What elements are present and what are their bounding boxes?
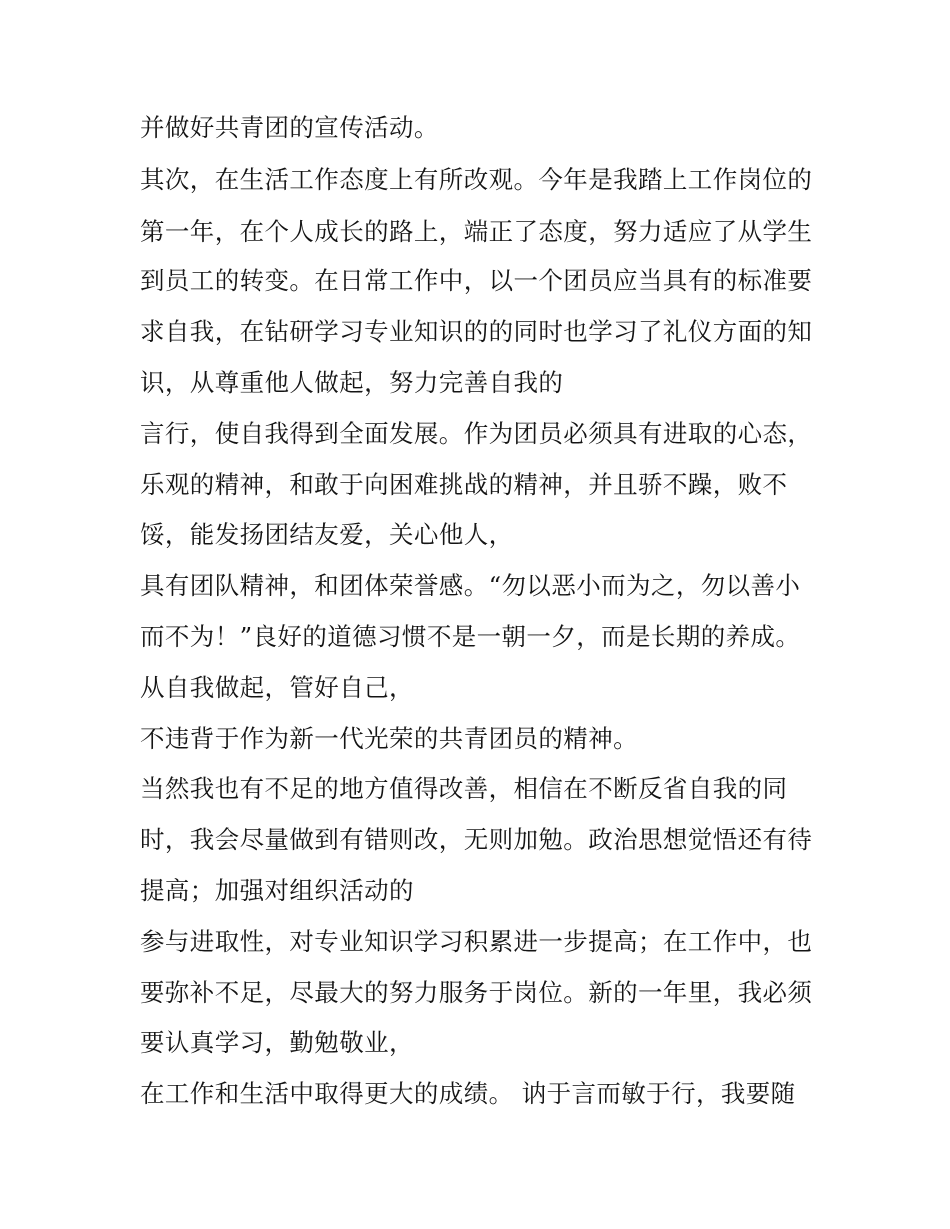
text-line: 在工作和生活中取得更大的成绩。 讷于言而敏于行，我要随 (140, 1079, 796, 1108)
text-line: 具有团队精神，和团体荣誉感。“勿以恶小而为之，勿以善小 (140, 571, 801, 600)
text-line: 从自我做起，管好自己， (140, 673, 414, 702)
text-line: 当然我也有不足的地方值得改善，相信在不断反省自我的同 (140, 774, 788, 803)
text-line: 第一年，在个人成长的路上，端正了态度，努力适应了从学生 (140, 217, 813, 246)
text-line: 馁，能发扬团结友爱，关心他人， (140, 520, 514, 549)
text-line: 乐观的精神，和敢于向困难挑战的精神，并且骄不躁，败不 (140, 470, 788, 499)
text-line: 而不为！”良好的道德习惯不是一朝一夕，而是长期的养成。 (140, 622, 801, 651)
text-line: 不违背于作为新一代光荣的共青团员的精神。 (140, 724, 638, 753)
text-line: 要弥补不足，尽最大的努力服务于岗位。新的一年里，我必须 (140, 978, 813, 1007)
text-line: 识，从尊重他人做起，努力完善自我的 (140, 368, 564, 397)
text-line: 其次，在生活工作态度上有所改观。今年是我踏上工作岗位的 (140, 165, 813, 194)
text-line: 提高；加强对组织活动的 (140, 876, 414, 905)
text-line: 时，我会尽量做到有错则改，无则加勉。政治思想觉悟还有待 (140, 825, 813, 854)
text-line: 并做好共青团的宣传活动。 (140, 113, 439, 142)
text-line: 言行，使自我得到全面发展。作为团员必须具有进取的心态， (140, 419, 813, 448)
text-line: 求自我，在钻研学习专业知识的的同时也学习了礼仪方面的知 (140, 317, 813, 346)
text-line: 参与进取性，对专业知识学习积累进一步提高；在工作中，也 (140, 927, 813, 956)
text-line: 要认真学习，勤勉敬业， (140, 1028, 414, 1057)
text-line: 到员工的转变。在日常工作中，以一个团员应当具有的标准要 (140, 266, 813, 295)
